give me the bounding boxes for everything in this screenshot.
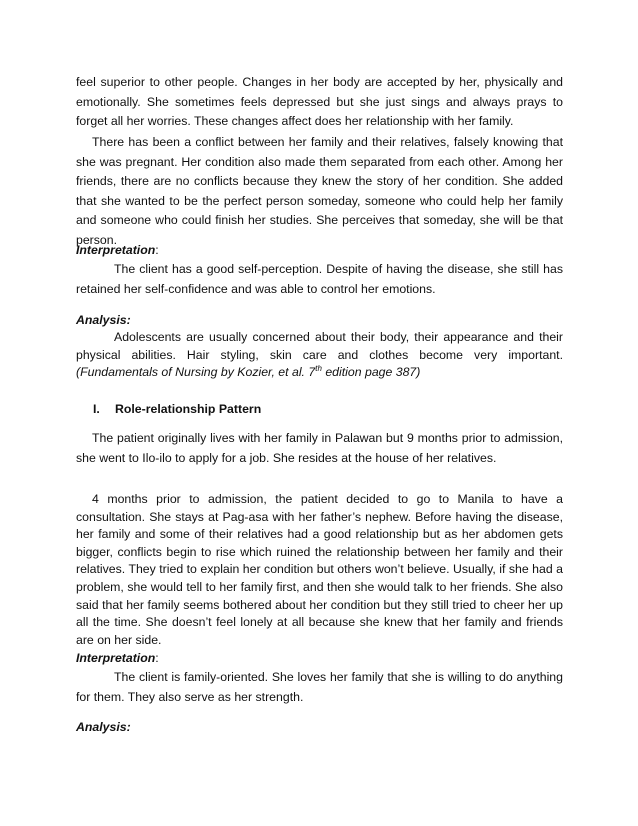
interpretation-colon-2: : <box>155 651 159 665</box>
analysis-text <box>76 329 563 382</box>
interpretation-text-2: The client is family-oriented. She loves her family that she is willing to do anything for them. They also serve as her strength. <box>76 670 563 704</box>
interpretation-label: Interpretation <box>76 243 156 257</box>
section-title: Role-relationship Pattern <box>115 402 262 416</box>
paragraph-self-perception: feel superior to other people. Changes in her body are accepted by her, physically and emotionally. She sometimes feels depressed but she just sings and always prays to forget all her worries. These changes affect does her relationship with her family. <box>76 75 563 129</box>
analysis-body: Adolescents are usually concerned about their body, their appearance and their physical abilities. Hair styling, skin care and clothes become very important. <box>76 330 563 362</box>
interpretation-heading-2 <box>76 651 159 665</box>
interpretation-heading <box>76 243 159 257</box>
analysis-heading-2: Analysis: <box>76 720 131 734</box>
paragraph-relationships: 4 months prior to admission, the patient decided to go to Manila to have a consultation. She stays at Pag-asa with her father’s nephew. Before having the disease, her family and some of their relatives had a good relationship but as her abdomen gets bigger, conflicts begin to rise which ruined the relationship between her family and their relatives. They tried to explain her condition but others won’t believe. Usually, if she had a problem, she would tell to her family first, and then she would talk to her friends. She also said that her family seems bothered about her condition but they still tried to cheer her up all the time. She doesn’t feel lonely at all because she knew that her family and friends are on her side. <box>76 492 563 647</box>
section-heading-role-relationship <box>93 402 261 416</box>
analysis-citation: (Fundamentals of Nursing by Kozier, et al. 7th edition page 387) <box>76 364 421 380</box>
analysis-heading: Analysis: <box>76 313 131 327</box>
interpretation-text: The client has a good self-perception. Despite of having the disease, she still has retained her self-confidence and was able to control her emotions. <box>76 262 563 296</box>
paragraph-living-situation: The patient originally lives with her family in Palawan but 9 months prior to admission, she went to Ilo-ilo to apply for a job. She resides at the house of her relatives. <box>76 431 563 465</box>
interpretation-colon: : <box>155 243 159 257</box>
section-number: I. <box>93 402 100 416</box>
interpretation-label-2: Interpretation <box>76 651 156 665</box>
paragraph-family-conflict: There has been a conflict between her family and their relatives, falsely knowing that she was pregnant. Her condition also made them separated from each other. Among her friends, there are no conflicts because they knew the story of her condition. She added that she wanted to be the perfect person someday, someone who could help her family and someone who could finish her studies. She perceives that someday, she will be that person. <box>76 135 563 247</box>
